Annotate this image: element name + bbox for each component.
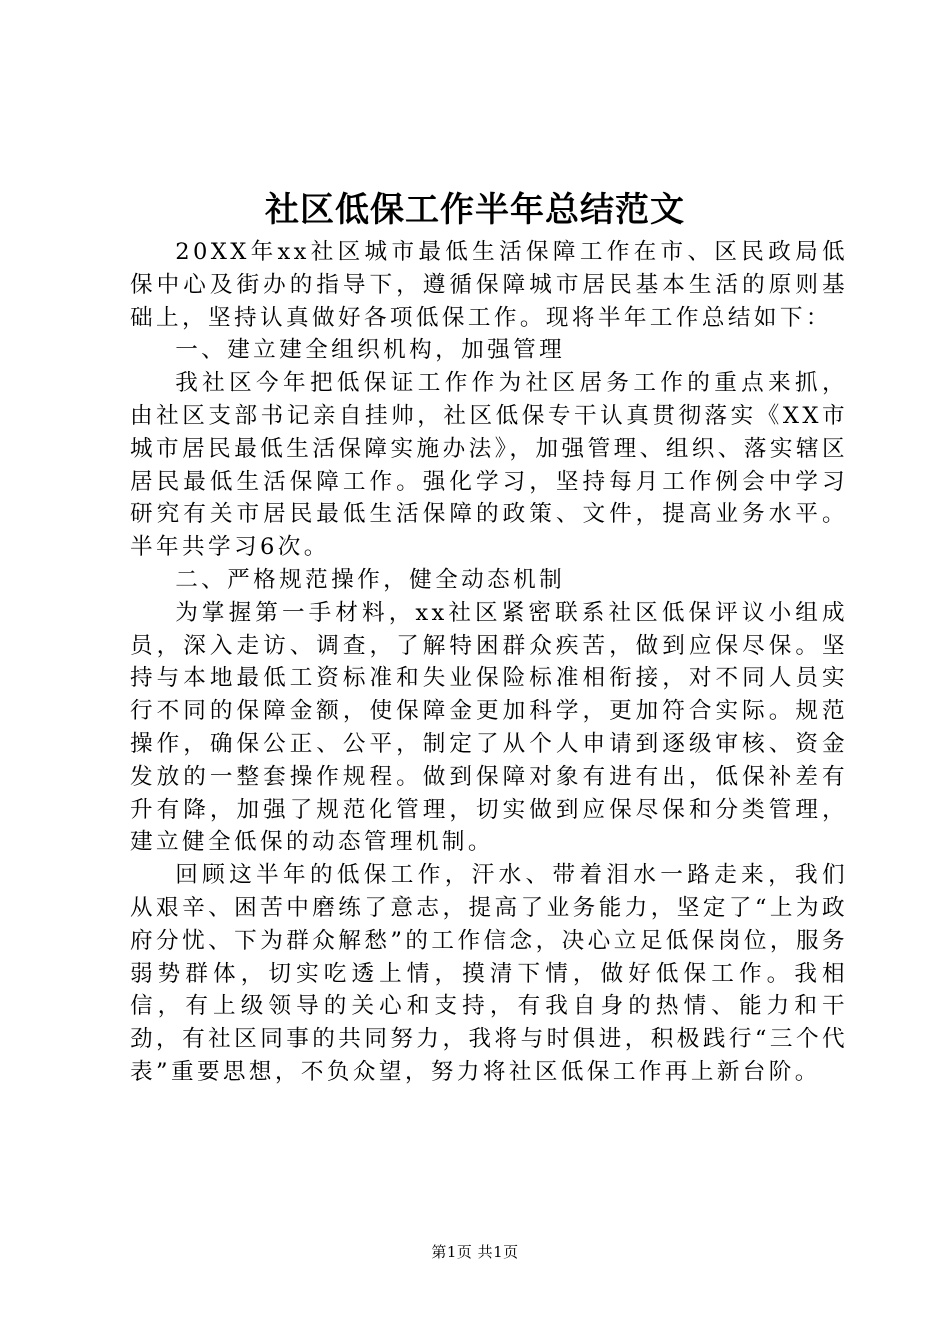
document-body — [130, 236, 848, 1089]
section-heading-2: 二、严格规范操作，健全动态机制 — [175, 566, 566, 593]
intro-paragraph: 20XX年xx社区城市最低生活保障工作在市、区民政局低保中心及街办的指导下，遵循保障城市居民基本生活的原则基础上，坚持认真做好各项低保工作。现将半年工作总结如下： — [130, 239, 848, 331]
document-title: 社区低保工作半年总结范文 — [265, 190, 685, 230]
section-heading-1: 一、建立建全组织机构，加强管理 — [175, 337, 566, 364]
section-2-paragraph: 为掌握第一手材料，xx社区紧密联系社区低保评议小组成员，深入走访、调查，了解特困群众疾苦，做到应保尽保。坚持与本地最低工资标准和失业保险标准相衔接，对不同人员实行不同的保障金额，使保障金更加科学，更加符合实际。规范操作，确保公正、公平，制定了从个人申请到逐级审核、资金发放的一整套操作规程。做到保障对象有进有出，低保补差有升有降，加强了规范化管理，切实做到应保尽保和分类管理，建立健全低保的动态管理机制。 — [130, 599, 848, 856]
page-footer: 第1页 共1页 — [431, 1243, 519, 1261]
section-1-paragraph: 我社区今年把低保证工作作为社区居务工作的重点来抓，由社区支部书记亲自挂帅，社区低保专干认真贯彻落实《XX市城市居民最低生活保障实施办法》，加强管理、组织、落实辖区居民最低生活保障工作。强化学习，坚持每月工作例会中学习研究有关市居民最低生活保障的政策、文件，提高业务水平。半年共学习6次。 — [130, 370, 848, 561]
conclusion-paragraph: 回顾这半年的低保工作，汗水、带着泪水一路走来，我们从艰辛、困苦中磨练了意志，提高了业务能力，坚定了“上为政府分忧、下为群众解愁”的工作信念，决心立足低保岗位，服务弱势群体，切实吃透上情，摸清下情，做好低保工作。我相信，有上级领导的关心和支持，有我自身的热情、能力和干劲，有社区同事的共同努力，我将与时俱进，积极践行“三个代表”重要思想，不负众望，努力将社区低保工作再上新台阶。 — [130, 862, 848, 1085]
